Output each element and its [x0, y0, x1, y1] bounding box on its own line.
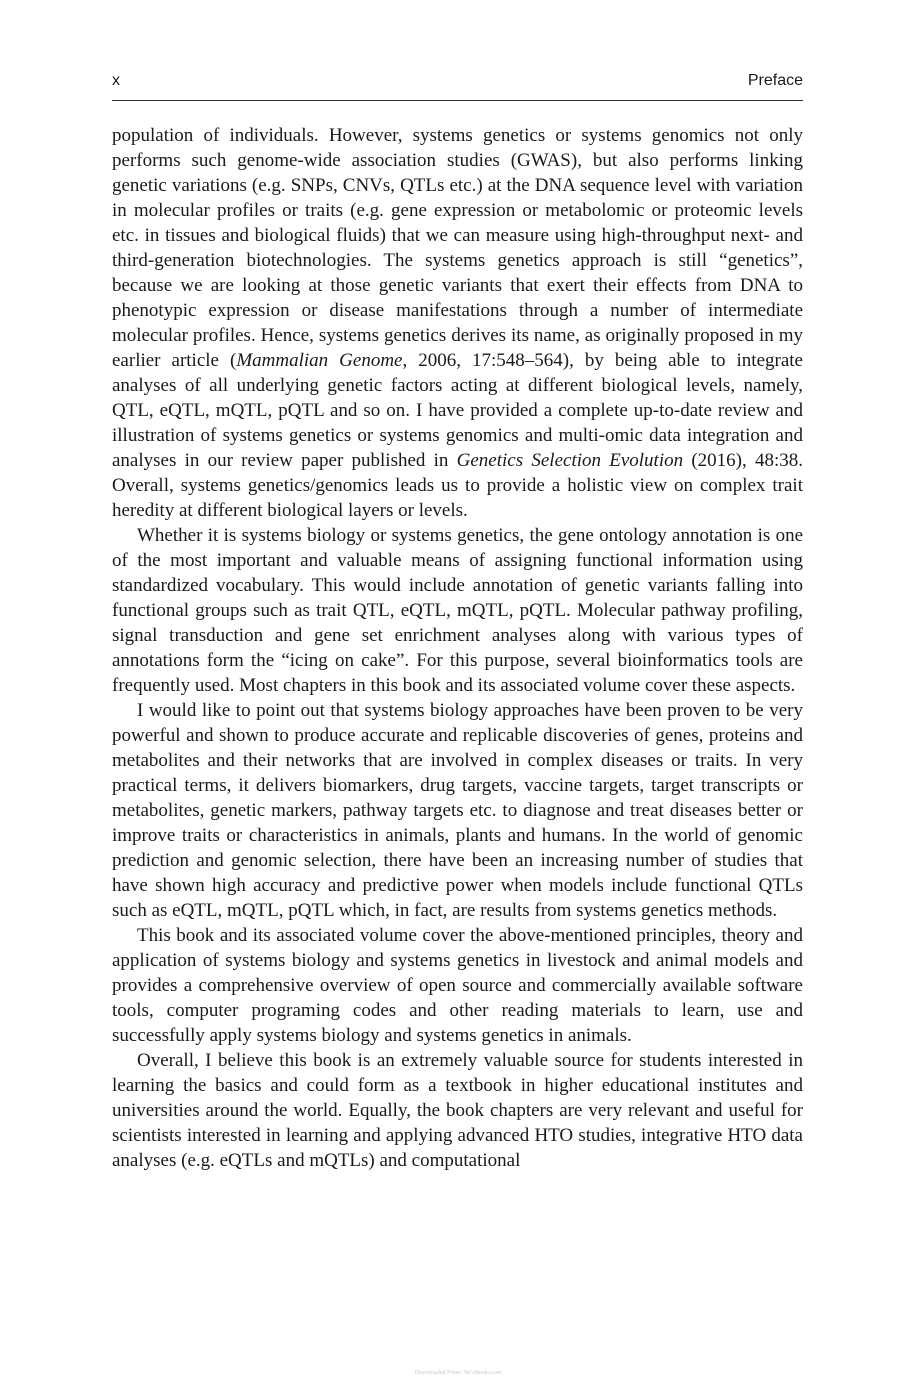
paragraph: [112, 523, 803, 698]
body-text: [112, 123, 803, 1173]
text-segment: Overall, I believe this book is an extremely valuable source for students interested in learning the basics and could form as a textbook in higher educational institutes and universities around the world. Equally, the book chapters are very relevant and useful for scientists interested in learning and applying advanced HTO studies, integrative HTO data analyses (e.g. eQTLs and mQTLs) and computational: [112, 1050, 803, 1171]
paragraph: [112, 1048, 803, 1173]
text-segment: Whether it is systems biology or systems genetics, the gene ontology annotation is one of the most important and valuable means of assigning functional information using standardized vocabulary. This would include annotation of genetic variants falling into functional groups such as trait QTL, eQTL, mQTL, pQTL. Molecular pathway profiling, signal transduction and gene set enrichment analyses along with various types of annotations form the “icing on cake”. For this purpose, several bioinformatics tools are frequently used. Most chapters in this book and its associated volume cover these aspects.: [112, 525, 803, 696]
text-segment: I would like to point out that systems biology approaches have been proven to be very powerful and shown to produce accurate and replicable discoveries of genes, proteins and metabolites and their networks that are involved in complex diseases or traits. In very practical terms, it delivers biomarkers, drug targets, vaccine targets, target transcripts or metabolites, genetic markers, pathway targets etc. to diagnose and treat diseases better or improve traits or characteristics in animals, plants and humans. In the world of genomic prediction and genomic selection, there have been an increasing number of studies that have shown high accuracy and predictive power when models include functional QTLs such as eQTL, mQTL, pQTL which, in fact, are results from systems genetics methods.: [112, 700, 803, 921]
journal-title: Genetics Selection Evolution: [456, 450, 684, 471]
paragraph: [112, 123, 803, 523]
paragraph: [112, 923, 803, 1048]
journal-title: Mammalian Genome: [236, 350, 403, 371]
text-segment: , 2006, 17:548–564), by being able to integrate analyses of all underlying genetic factors acting at different biological levels, namely, QTL, eQTL, mQTL, pQTL and so on. I have provided a complete up-to-date review and illustration of systems genetics or systems genomics and multi-omic data integration and analyses in our review paper published in: [112, 350, 803, 471]
running-header: [112, 72, 803, 94]
paragraph: [112, 698, 803, 923]
text-segment: (2016), 48:38. Overall, systems genetics/genomics leads us to provide a holistic view on complex trait heredity at different biological layers or levels.: [112, 450, 804, 521]
text-segment: This book and its associated volume cover the above-mentioned principles, theory and application of systems biology and systems genetics in livestock and animal models and provides a comprehensive overview of open source and commercially available software tools, computer programing codes and other reading materials to learn, use and successfully apply systems biology and systems genetics in animals.: [112, 925, 803, 1046]
page-number: x: [112, 72, 120, 89]
running-title: Preface: [747, 72, 803, 89]
header-rule: [112, 100, 803, 101]
text-segment: population of individuals. However, systems genetics or systems genomics not only performs such genome-wide association studies (GWAS), but also performs linking genetic variations (e.g. SNPs, CNVs, QTLs etc.) at the DNA sequence level with variation in molecular profiles or traits (e.g. gene expression or metabolomic or proteomic levels etc. in tissues and biological fluids) that we can measure using high-throughput next- and third-generation biotechnologies. The systems genetics approach is still “genetics”, because we are looking at those genetic variants that exert their effects from DNA to phenotypic expression or disease manifestations through a number of intermediate molecular profiles. Hence, systems genetics derives its name, as originally proposed in my earlier article (: [112, 125, 803, 371]
download-watermark: Downloaded From: Vet eBooks.com: [414, 1370, 502, 1376]
